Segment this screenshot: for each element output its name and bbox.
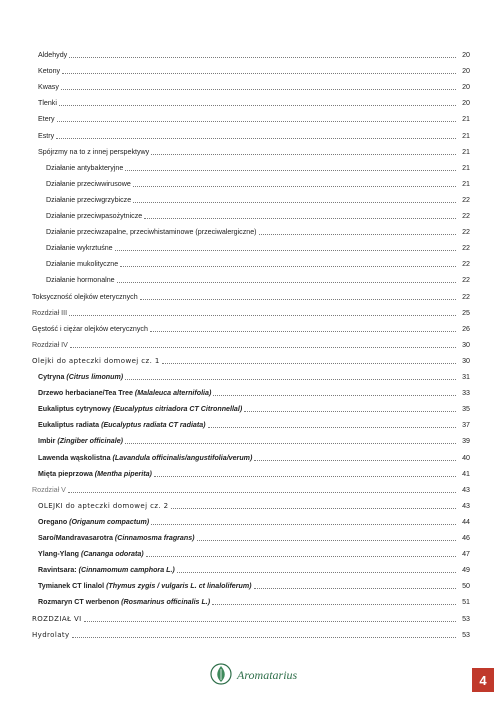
aromatarius-logo [210, 661, 320, 687]
toc-leader-dots [59, 105, 456, 106]
toc-entry-title: Eukaliptus radiata [38, 421, 102, 430]
toc-entry-label [46, 164, 123, 173]
toc-leader-dots [125, 379, 456, 380]
toc-entry-label [46, 212, 142, 221]
toc-entry-title: Tlenki [38, 99, 57, 108]
toc-entry[interactable] [32, 610, 470, 624]
toc-entry-label [38, 437, 123, 446]
toc-page-number: 25 [462, 308, 470, 317]
toc-leader-dots [133, 202, 456, 203]
toc-leader-dots [254, 588, 456, 589]
toc-entry[interactable] [38, 46, 470, 60]
toc-entry[interactable] [38, 416, 470, 430]
toc-entry-label [38, 454, 252, 463]
toc-entry[interactable] [38, 78, 470, 92]
toc-entry-title: Kwasy [38, 83, 59, 92]
toc-page-number: 20 [462, 67, 470, 76]
toc-page-number: 33 [462, 389, 470, 398]
toc-entry-label [38, 405, 242, 414]
toc-page-number: 43 [462, 501, 470, 510]
toc-entry-title: Saro/Mandravasarotra [38, 534, 115, 542]
toc-page-number: 26 [462, 324, 470, 333]
toc-entry-title: Ylang-Ylang [38, 550, 81, 559]
toc-entry[interactable] [38, 561, 470, 575]
toc-entry[interactable] [38, 545, 470, 559]
toc-entry[interactable] [38, 465, 470, 479]
toc-page-number: 22 [462, 228, 470, 237]
toc-entry[interactable] [38, 62, 470, 76]
toc-page-number: 39 [462, 437, 470, 446]
toc-entry-title: ROZDZIAŁ VI [32, 614, 82, 623]
toc-entry-title: Aldehydy [38, 51, 68, 59]
toc-leader-dots [125, 443, 456, 444]
toc-entry[interactable] [46, 175, 470, 189]
toc-leader-dots [70, 347, 456, 348]
toc-page-number: 30 [462, 356, 470, 365]
toc-page-number: 31 [462, 373, 470, 381]
toc-page-number: 21 [462, 115, 470, 124]
toc-entry-label [38, 115, 55, 124]
toc-page-number: 30 [462, 340, 470, 349]
toc-page-number: 22 [462, 260, 470, 269]
toc-entry-title: Drzewo herbaciane/Tea Tree [38, 389, 135, 398]
toc-page-number: 51 [462, 598, 470, 607]
toc-entry-label [32, 631, 70, 640]
toc-page-number: 22 [462, 212, 470, 220]
toc-entry[interactable] [46, 223, 470, 237]
toc-entry-label [38, 598, 210, 607]
toc-leader-dots [213, 395, 456, 396]
toc-entry-latin-name: (Zingiber officinale) [57, 437, 124, 446]
toc-entry-title: Toksyczność olejków eterycznych [32, 292, 138, 301]
toc-entry[interactable] [38, 577, 470, 591]
toc-entry[interactable] [46, 159, 470, 173]
toc-entry-latin-name: (Cananga odorata) [80, 550, 144, 559]
toc-entry[interactable] [32, 336, 470, 350]
toc-leader-dots [150, 331, 456, 332]
toc-entry-label [38, 99, 57, 108]
toc-entry-label [46, 228, 257, 237]
toc-entry-label [38, 421, 206, 430]
toc-page-number: 46 [462, 534, 470, 542]
toc-entry-label [38, 566, 175, 575]
toc-entry-latin-name: (Citrus limonum) [66, 373, 124, 381]
toc-entry-title: Działanie przeciwgrzybicze [46, 195, 132, 204]
toc-entry-label [38, 502, 169, 511]
toc-entry[interactable] [38, 384, 470, 398]
toc-leader-dots [144, 218, 456, 219]
toc-leader-dots [117, 282, 456, 283]
toc-entry[interactable] [38, 368, 470, 382]
toc-entry[interactable] [46, 239, 470, 253]
toc-entry-title: Gęstość i ciężar olejków eterycznych [32, 324, 148, 333]
toc-entry[interactable] [38, 143, 470, 157]
toc-entry-latin-name: (Cinnamomum camphora L.) [78, 566, 175, 575]
toc-entry-latin-name: (Malaleuca alternifolia) [134, 389, 212, 398]
toc-entry-label [46, 260, 118, 269]
brand-name: Aromatarius [237, 668, 298, 682]
toc-entry-title: Rozdział III [32, 308, 68, 317]
toc-entry-latin-name: (Rosmarinus officinalis L.) [121, 598, 211, 607]
toc-entry[interactable] [38, 529, 470, 543]
toc-entry-label [38, 67, 60, 76]
toc-leader-dots [151, 154, 456, 155]
toc-page-number: 22 [462, 244, 470, 253]
toc-leader-dots [68, 492, 456, 493]
toc-entry-title: Działanie wykrztuśne [46, 244, 113, 253]
toc-page-number: 20 [462, 51, 470, 59]
toc-page-number: 43 [462, 485, 470, 494]
page-number-badge: 4 [472, 668, 494, 692]
toc-entry[interactable] [38, 94, 470, 108]
toc-entry-title: Ketony [38, 67, 61, 76]
toc-leader-dots [177, 572, 456, 573]
toc-entry[interactable] [38, 593, 470, 607]
toc-entry[interactable] [38, 449, 470, 463]
toc-entry-title: Działanie przeciwzapalne, przeciwhistaminowe (przeciwalergiczne) [46, 228, 257, 237]
toc-page-number: 49 [462, 566, 470, 575]
toc-entry-label [38, 470, 152, 479]
toc-entry[interactable] [38, 497, 470, 511]
toc-leader-dots [244, 411, 456, 412]
toc-entry-label [32, 341, 68, 350]
toc-leader-dots [61, 89, 456, 90]
toc-entry[interactable] [46, 255, 470, 269]
toc-leader-dots [254, 460, 456, 461]
toc-entry-label [32, 309, 67, 318]
toc-entry[interactable] [32, 481, 470, 495]
toc-entry[interactable] [32, 320, 470, 334]
toc-leader-dots [69, 57, 456, 58]
toc-leader-dots [62, 73, 456, 74]
toc-entry[interactable] [32, 626, 470, 640]
toc-page-number: 22 [462, 195, 470, 204]
toc-page-number: 44 [462, 517, 470, 526]
toc-entry-title: Ravintsara: [38, 566, 79, 575]
toc-entry-label [32, 357, 160, 366]
toc-entry-label [38, 582, 252, 591]
toc-entry-title: Oregano [38, 517, 70, 526]
toc-leader-dots [162, 363, 456, 364]
toc-leader-dots [154, 476, 456, 477]
toc-entry-title: Estry [38, 131, 55, 140]
toc-page-number: 21 [462, 147, 470, 156]
toc-entry[interactable] [32, 288, 470, 302]
toc-leader-dots [146, 556, 456, 557]
toc-entry-label [38, 132, 54, 141]
toc-entry-latin-name: (Lavandula officinalis/angustifolia/verum) [112, 453, 253, 462]
toc-page-number: 41 [462, 469, 470, 478]
toc-page-number: 21 [462, 179, 470, 188]
toc-leader-dots [125, 170, 456, 171]
toc-entry-title: Rozdział V [32, 485, 66, 494]
toc-entry-label [38, 550, 144, 559]
toc-entry[interactable] [38, 110, 470, 124]
toc-entry-label [32, 615, 82, 624]
toc-entry-latin-name: (Eucalyptus citriadora CT Citronnellal) [112, 405, 243, 414]
toc-page-number: 40 [462, 453, 470, 462]
toc-entry-title: Lawenda wąskolistna [38, 453, 113, 462]
toc-entry-title: Działanie mukolityczne [46, 260, 119, 269]
toc-entry-title: Spójrzmy na to z innej perspektywy [38, 147, 150, 156]
toc-page-number: 53 [462, 630, 470, 639]
leaf-drop-icon [210, 663, 232, 685]
toc-entry-title: Działanie przeciwwirusowe [46, 179, 131, 188]
toc-entry-latin-name: (Origanum compactum) [69, 517, 150, 526]
toc-page-number: 50 [462, 582, 470, 591]
toc-entry-title: Rozmaryn CT werbenon [38, 598, 122, 607]
toc-page-number: 21 [462, 131, 470, 140]
toc-leader-dots [84, 621, 456, 622]
toc-entry-latin-name: (Thymus zygis / vulgaris L. ct linaloliferum) [106, 582, 252, 591]
toc-entry[interactable] [38, 432, 470, 446]
toc-entry-title: Tymianek CT linalol [38, 582, 107, 591]
toc-leader-dots [133, 186, 456, 187]
toc-leader-dots [259, 234, 456, 235]
toc-entry-label [32, 293, 138, 302]
toc-entry-title: Rozdział IV [32, 340, 68, 349]
toc-entry-label [38, 389, 211, 398]
toc-leader-dots [57, 121, 456, 122]
toc-entry-title: Działanie antybakteryjne [46, 163, 124, 172]
toc-entry[interactable] [32, 304, 470, 318]
toc-entry-label [38, 534, 195, 543]
toc-entry-label [46, 180, 131, 189]
toc-entry[interactable] [46, 191, 470, 205]
toc-entry-label [38, 518, 149, 527]
toc-entry-title: Eukaliptus cytrynowy [38, 405, 113, 414]
toc-entry-title: Hydrolaty [32, 630, 70, 639]
toc-entry-label [46, 196, 131, 205]
toc-entry-title: Cytryna [38, 373, 67, 381]
toc-leader-dots [72, 637, 456, 638]
toc-entry-label [46, 276, 115, 285]
toc-entry[interactable] [38, 400, 470, 414]
toc-page-number: 47 [462, 550, 470, 559]
toc-leader-dots [120, 266, 456, 267]
toc-page-number: 20 [462, 83, 470, 92]
toc-page-number: 22 [462, 292, 470, 301]
toc-entry-title: Imbir [38, 437, 58, 446]
toc-entry-latin-name: (Mentha piperita) [94, 469, 152, 478]
toc-page-number: 53 [462, 614, 470, 623]
toc-leader-dots [69, 315, 456, 316]
toc-entry-label [38, 83, 59, 92]
toc-leader-dots [140, 299, 456, 300]
toc-leader-dots [56, 138, 456, 139]
toc-entry-title: Mięta pieprzowa [38, 469, 95, 478]
toc-leader-dots [115, 250, 456, 251]
toc-entry-title: Olejki do apteczki domowej cz. 1 [32, 356, 160, 365]
toc-leader-dots [151, 524, 456, 525]
toc-entry[interactable] [46, 271, 470, 285]
toc-entry[interactable] [46, 207, 470, 221]
toc-page-number: 37 [462, 421, 470, 430]
toc-page-number: 21 [462, 163, 470, 172]
toc-entry-label [32, 325, 148, 334]
toc-entry-label [32, 486, 66, 495]
toc-entry-title: Działanie hormonalne [46, 276, 115, 285]
toc-leader-dots [171, 508, 456, 509]
toc-entry-label [38, 373, 123, 382]
toc-page-number: 22 [462, 276, 470, 285]
toc-entry-label [46, 244, 113, 253]
toc-entry-latin-name: (Cinnamosma fragrans) [114, 534, 195, 542]
toc-leader-dots [212, 604, 456, 605]
toc-entry-title: Etery [38, 115, 55, 124]
toc-page-number: 20 [462, 99, 470, 108]
toc-page-number: 35 [462, 405, 470, 414]
toc-entry-latin-name: (Eucalyptus radiata CT radiata) [101, 421, 206, 430]
toc-entry-label [38, 148, 149, 157]
toc-leader-dots [197, 540, 456, 541]
toc-entry-label [38, 51, 67, 60]
toc-entry[interactable] [38, 513, 470, 527]
toc-entry-title: Działanie przeciwpasożytnicze [46, 212, 143, 220]
toc-leader-dots [208, 427, 456, 428]
toc-entry-title: OLEJKI do apteczki domowej cz. 2 [38, 501, 169, 510]
toc-entry[interactable] [32, 352, 470, 366]
toc-entry[interactable] [38, 127, 470, 141]
